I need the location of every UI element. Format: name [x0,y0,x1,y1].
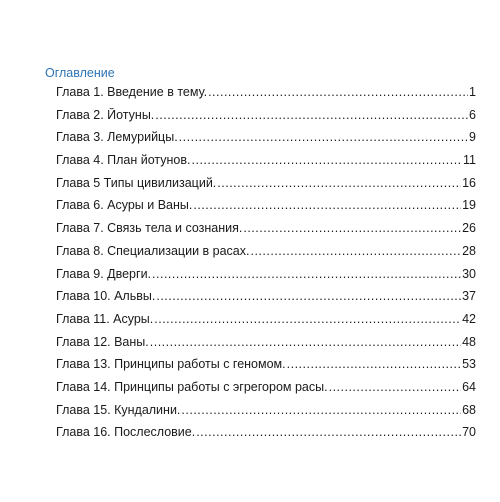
toc-entry-page: 70 [462,425,476,440]
toc-dot-leader [208,85,468,99]
toc-entry-page: 9 [469,130,476,145]
toc-entry-page: 16 [462,175,476,190]
toc-entry[interactable] [56,289,476,312]
toc-entry-page: 1 [469,85,476,99]
toc-entry-title: Глава 1. Введение в тему. [56,85,208,99]
toc-entry-title: Глава 10. Альвы. [56,289,156,304]
toc-entry[interactable] [56,425,476,448]
toc-entry-title: Глава 5 Типы цивилизаций. [56,175,217,190]
toc-dot-leader [193,198,461,212]
toc-entry-title: Глава 2. Йотуны. [56,107,155,122]
toc-entry-title: Глава 16. Послесловие. [56,425,196,440]
toc-entry-title: Глава 7. Связь тела и сознания. [56,221,243,236]
toc-entry-page: 53 [462,357,476,372]
toc-dot-leader [156,289,461,303]
toc-entry-page: 48 [462,334,476,349]
toc-entry-page: 64 [462,379,476,394]
toc-dot-leader [196,425,461,439]
toc-entry-page: 19 [462,198,476,213]
toc-entry[interactable] [56,221,476,244]
toc-dot-leader [250,244,461,258]
toc-heading: Оглавление [45,66,115,80]
toc-entry[interactable] [56,244,476,267]
toc-entry-title: Глава 9. Дверги. [56,266,152,281]
toc-entry-page: 6 [469,107,476,122]
toc-entry[interactable] [56,108,476,131]
toc-entry[interactable] [56,267,476,290]
toc-list [56,85,476,448]
toc-dot-leader [217,176,461,190]
toc-dot-leader [192,153,463,167]
toc-entry-title: Глава 8. Специализации в расах. [56,243,250,258]
toc-dot-leader [154,312,461,326]
toc-dot-leader [155,108,468,122]
toc-entry-page: 26 [462,221,476,236]
toc-entry-page: 30 [462,266,476,281]
toc-entry-title: Глава 3. Лемурийцы. [56,130,178,145]
toc-entry-title: Глава 12. Ваны. [56,334,149,349]
toc-dot-leader [329,380,462,394]
toc-entry[interactable] [56,153,476,176]
toc-entry[interactable] [56,198,476,221]
toc-entry-page: 11 [463,153,476,168]
toc-entry-title: Глава 14. Принципы работы с эгрегором расы. [56,379,328,394]
toc-entry-title: Глава 11. Асуры. [56,311,154,326]
toc-entry-title: Глава 13. Принципы работы с геномом. [56,357,286,372]
toc-dot-leader [150,335,461,349]
toc-entry[interactable] [56,85,476,108]
toc-dot-leader [287,357,461,371]
toc-entry-title: Глава 4. План йотунов. [56,153,191,168]
toc-entry[interactable] [56,335,476,358]
toc-entry[interactable] [56,312,476,335]
toc-entry-page: 28 [462,243,476,258]
toc-dot-leader [179,130,468,144]
toc-dot-leader [243,221,461,235]
toc-entry-page: 68 [462,402,476,417]
toc-entry-title: Глава 15. Кундалини. [56,402,181,417]
toc-entry[interactable] [56,357,476,380]
toc-entry-page: 42 [462,311,476,326]
toc-entry[interactable] [56,130,476,153]
toc-entry-page: 37 [462,289,476,304]
toc-entry[interactable] [56,176,476,199]
toc-dot-leader [152,267,461,281]
toc-dot-leader [181,403,461,417]
toc-entry[interactable] [56,380,476,403]
toc-entry[interactable] [56,403,476,426]
toc-entry-title: Глава 6. Асуры и Ваны. [56,198,193,213]
